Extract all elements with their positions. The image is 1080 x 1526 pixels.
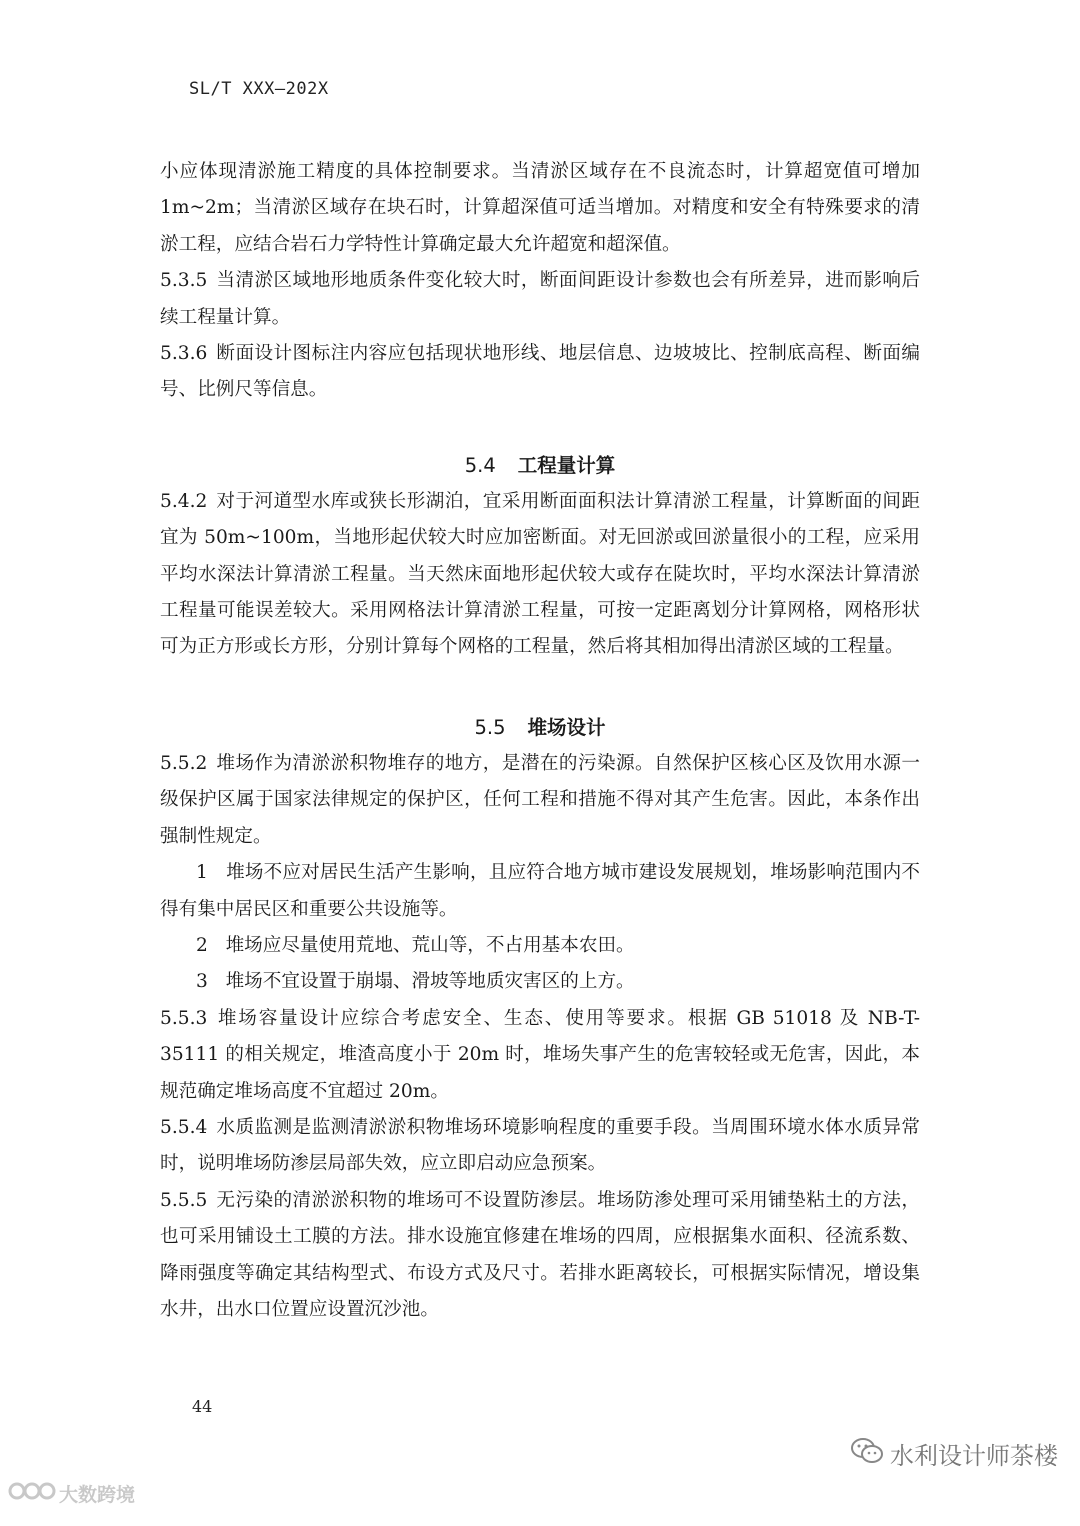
document-code-header: SL/T XXX—202X bbox=[189, 79, 329, 99]
clause-text: 当清淤区域地形地质条件变化较大时，断面间距设计参数也会有所差异，进而影响后续工程量计算。 bbox=[160, 270, 920, 328]
item-number: 2 bbox=[196, 934, 208, 956]
clause-number: 5.5.3 bbox=[160, 1007, 208, 1029]
clause-number: 5.5.4 bbox=[160, 1116, 208, 1138]
wechat-icon bbox=[850, 1437, 890, 1471]
clause-text: 无污染的清淤淤积物的堆场可不设置防渗层。堆场防渗处理可采用铺垫粘土的方法，也可采用铺设土工膜的方法。排水设施宜修建在堆场的四周，应根据集水面积、径流系数、降雨强度等确定其结构型式、布设方式及尺寸。若排水距离较长，可根据实际情况，增设集水井，出水口位置应设置沉沙池。 bbox=[160, 1189, 920, 1320]
clause-number: 5.5.5 bbox=[160, 1189, 208, 1211]
section-heading-5-5 bbox=[160, 710, 920, 746]
clause-text: 水质监测是监测清淤淤积物堆场环境影响程度的重要手段。当周围环境水体水质异常时，说明堆场防渗层局部失效，应立即启动应急预案。 bbox=[160, 1116, 920, 1175]
section-heading-5-4 bbox=[160, 448, 920, 484]
item-number: 3 bbox=[196, 971, 208, 993]
clause-number: 5.3.6 bbox=[160, 343, 208, 365]
brand-logo-icon bbox=[8, 1478, 59, 1509]
clause-text: 堆场容量设计应综合考虑安全、生态、使用等要求。根据 GB 51018 及 NB-T-35111 的相关规定，堆渣高度小于 20m 时，堆场失事产生的危害较轻或无危害，因此，本规范确定堆场高度不宜超过 20m。 bbox=[160, 1007, 920, 1102]
paragraph-5-5-2 bbox=[160, 746, 920, 855]
clause-number: 5.4.2 bbox=[160, 490, 208, 512]
list-item-3 bbox=[160, 964, 920, 1000]
paragraph-5-4-2 bbox=[160, 484, 920, 666]
section-number: 5.4 bbox=[464, 453, 496, 477]
item-number: 1 bbox=[196, 862, 208, 884]
section-number: 5.5 bbox=[474, 715, 506, 739]
section-title: 工程量计算 bbox=[517, 453, 616, 477]
item-text: 堆场应尽量使用荒地、荒山等，不占用基本农田。 bbox=[225, 934, 635, 956]
paragraph-5-3-6 bbox=[160, 336, 920, 409]
clause-number: 5.5.2 bbox=[160, 752, 208, 774]
item-text: 堆场不宜设置于崩塌、滑坡等地质灾害区的上方。 bbox=[225, 971, 635, 993]
page-body bbox=[160, 154, 920, 1328]
section-title: 堆场设计 bbox=[527, 715, 606, 739]
watermark-right bbox=[850, 1436, 1058, 1471]
paragraph-5-5-3 bbox=[160, 1001, 920, 1110]
watermark-left-text: 大数跨境 bbox=[59, 1484, 136, 1506]
clause-text: 堆场作为清淤淤积物堆存的地方，是潜在的污染源。自然保护区核心区及饮用水源一级保护区属于国家法律规定的保护区，任何工程和措施不得对其产生危害。因此，本条作出强制性规定。 bbox=[160, 752, 920, 847]
watermark-right-text: 水利设计师茶楼 bbox=[890, 1442, 1058, 1470]
list-item-2 bbox=[160, 928, 920, 964]
paragraph-5-3-4-continued: 小应体现清淤施工精度的具体控制要求。当清淤区域存在不良流态时，计算超宽值可增加1m~2m；当清淤区域存在块石时，计算超深值可适当增加。对精度和安全有特殊要求的清淤工程，应结合岩石力学特性计算确定最大允许超宽和超深值。 bbox=[160, 161, 920, 255]
clause-text: 断面设计图标注内容应包括现状地形线、地层信息、边坡坡比、控制底高程、断面编号、比例尺等信息。 bbox=[160, 343, 920, 401]
page-number: 44 bbox=[192, 1397, 213, 1416]
clause-text: 对于河道型水库或狭长形湖泊，宜采用断面面积法计算清淤工程量，计算断面的间距宜为 50m~100m，当地形起伏较大时应加密断面。对无回淤或回淤量很小的工程，应采用平均水深法计算清淤工程量。当天然床面地形起伏较大或存在陡坎时，平均水深法计算清淤工程量可能误差较大。采用网格法计算清淤工程量，可按一定距离划分计算网格，网格形状可为正方形或长方形，分别计算每个网格的工程量，然后将其相加得出清淤区域的工程量。 bbox=[160, 490, 920, 658]
paragraph-5-5-4 bbox=[160, 1110, 920, 1183]
paragraph-5-5-5 bbox=[160, 1183, 920, 1329]
item-text: 堆场不应对居民生活产生影响，且应符合地方城市建设发展规划，堆场影响范围内不得有集中居民区和重要公共设施等。 bbox=[160, 862, 920, 920]
clause-number: 5.3.5 bbox=[160, 270, 208, 292]
watermark-left bbox=[8, 1478, 135, 1509]
list-item-1 bbox=[160, 855, 920, 928]
paragraph-5-3-5 bbox=[160, 263, 920, 336]
